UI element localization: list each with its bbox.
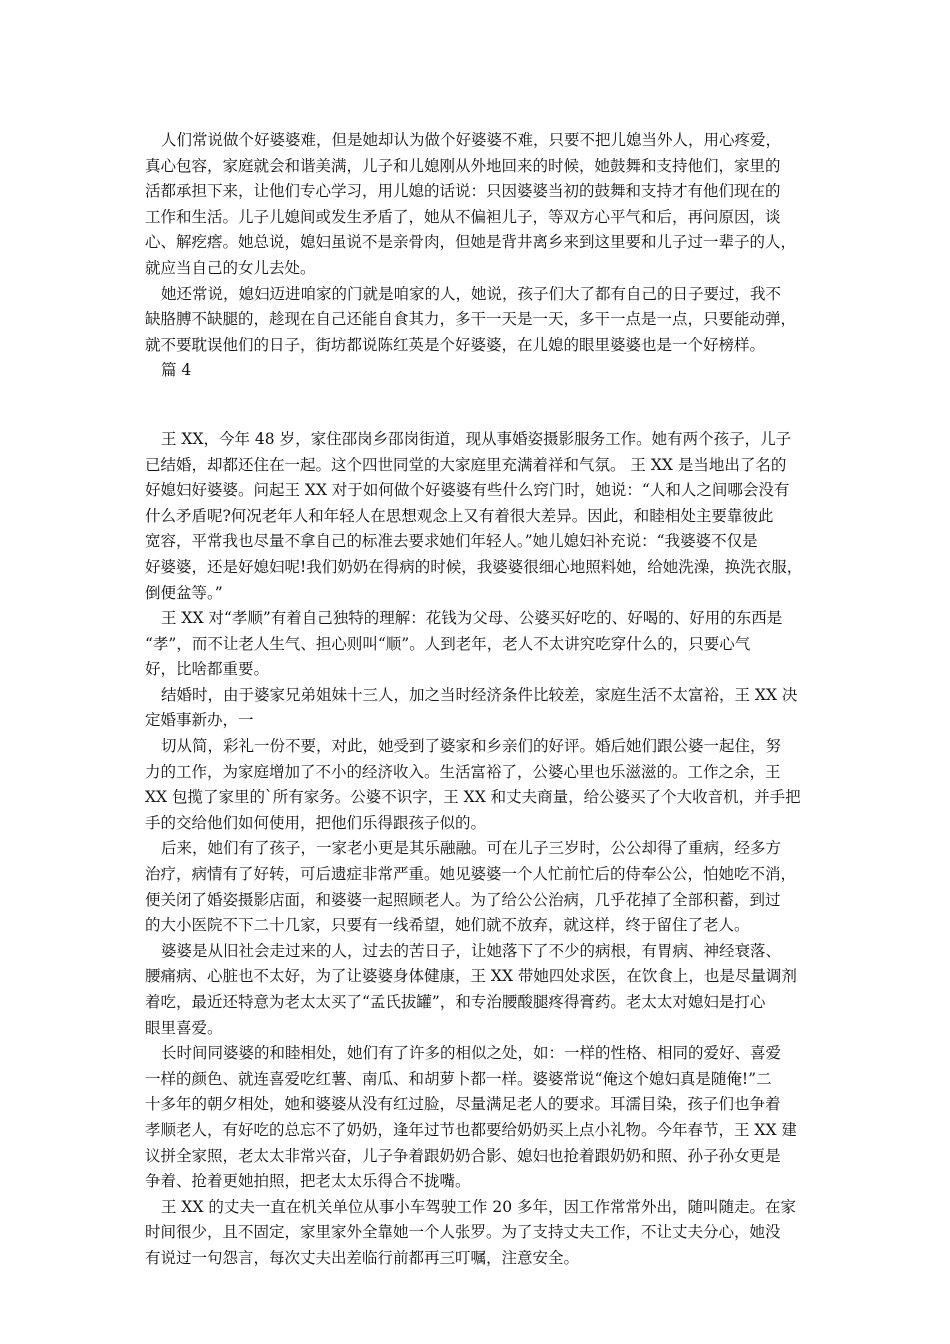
paragraph <box>145 734 813 836</box>
text-line: 宽容，平常我也尽量不拿自己的标准去要求她们年轻人。”她儿媳妇补充说：“我婆婆不仅是 <box>145 532 758 551</box>
paragraph <box>145 683 813 734</box>
text-line: 人们常说做个好婆婆难，但是她却认为做个好婆婆不难，只要不把儿媳当外人，用心疼爱， <box>161 131 782 149</box>
text-line: 一样的颜色、就连喜爱吃红薯、南瓜、和胡萝卜都一样。婆婆常说“俺这个媳妇真是随俺!”二 <box>145 1069 772 1088</box>
text-line: 时间很少，且不固定，家里家外全靠她一个人张罗。为了支持丈夫工作，不让丈夫分心，她没 <box>145 1223 781 1242</box>
paragraph <box>145 836 813 938</box>
paragraph <box>145 1041 813 1195</box>
text-line: 缺胳膊不缺腿的，趁现在自己还能自食其力，多干一天是一天，多干一点是一点，只要能动弹， <box>145 310 797 329</box>
text-line: 便关闭了婚姿摄影店面，和婆婆一起照顾老人。为了给公公治病，几乎花掉了全部积蓄，到过 <box>145 890 781 909</box>
paragraph <box>145 282 813 359</box>
text-line: 腰痛病、心脏也不太好，为了让婆婆身体健康，王 XX 带她四处求医，在饮食上，也是尽量调剂 <box>145 967 797 986</box>
text-line: 工作和生活。儿子儿媳间或发生矛盾了，她从不偏袒儿子，等双方心平气和后，再问原因，谈 <box>145 207 781 226</box>
text-line: 就不要耽误他们的日子，街坊都说陈红英是个好婆婆，在儿媳的眼里婆婆也是一个好榜样。 <box>145 335 766 354</box>
paragraph <box>145 606 813 683</box>
text-line: 的大小医院不下二十几家，只要有一线希望，她们就不放弃，就这样，终于留住了老人。 <box>145 916 750 935</box>
text-line: 议拼全家照，老太太非常兴奋，儿子争着跟奶奶合影、媳妇也抢着跟奶奶和照、孙子孙女更是 <box>145 1146 781 1165</box>
section-heading <box>145 358 813 384</box>
text-line: 眼里喜爱。 <box>145 1018 223 1037</box>
text-line: 王 XX，今年 48 岁，家住邵岗乡邵岗街道，现从事婚姿摄影服务工作。她有两个孩子，儿子 <box>161 429 792 448</box>
text-line: 手的交给他们如何使用，把他们乐得跟孩子似的。 <box>145 813 487 832</box>
text-line: 治疗，病情有了好转，可后遗症非常严重。她见婆婆一个人忙前忙后的侍奉公公，怕她吃不消， <box>145 865 797 884</box>
text-line: 长时间同婆婆的和睦相处，她们有了许多的相似之处，如：一样的性格、相同的爱好、喜爱 <box>161 1044 782 1063</box>
text-line: 有说过一句怨言，每次丈夫出差临行前都再三叮嘱，注意安全。 <box>145 1248 580 1267</box>
text-line: 活都承担下来，让他们专心学习，用儿媳的话说：只因婆婆当初的鼓舞和支持才有他们现在的 <box>145 182 781 201</box>
text-line: 后来，她们有了孩子，一家老小更是其乐融融。可在儿子三岁时，公公却得了重病，经多方 <box>161 839 782 858</box>
document-body <box>145 128 813 1272</box>
text-line: 什么矛盾呢?何况老年人和年轻人在思想观念上又有着很大差异。因此，和睦相处主要靠彼此 <box>145 506 774 525</box>
text-line: 十多年的朝夕相处，她和婆婆从没有红过脸，尽量满足老人的要求。耳濡目染，孩子们也争着 <box>145 1095 781 1114</box>
paragraph <box>145 128 813 282</box>
text-line: 就应当自己的女儿去处。 <box>145 258 316 277</box>
text-line: 着吃，最近还特意为老太太买了“孟氏拔罐”，和专治腰酸腿疼得膏药。老太太对媳妇是打心 <box>145 993 766 1011</box>
text-line: XX 包揽了家里的`所有家务。公婆不识字，王 XX 和丈夫商量，给公婆买了个大收音机，并手把 <box>145 788 801 807</box>
text-line: 争着、抢着更她拍照，把老太太乐得合不拢嘴。 <box>145 1172 471 1191</box>
text-line: 王 XX 的丈夫一直在机关单位从事小车驾驶工作 20 多年，因工作常常外出，随叫随走。在家 <box>161 1197 797 1216</box>
paragraph <box>145 1195 813 1272</box>
text-line: 心、解疙瘩。她总说，媳妇虽说不是亲骨肉，但她是背井离乡来到这里要和儿子过一辈子的人， <box>145 233 797 252</box>
text-line: 定婚事新办，一 <box>145 711 254 730</box>
text-line: 好婆婆，还是好媳妇呢!我们奶奶在得病的时候，我婆婆很细心地照料她，给她洗澡，换洗衣服， <box>145 557 803 576</box>
text-line: “孝”，而不让老人生气、担心则叫“顺”。人到老年，老人不太讲究吃穿什么的，只要心气 <box>145 634 751 653</box>
text-line: 力的工作，为家庭增加了不小的经济收入。生活富裕了，公婆心里也乐滋滋的。工作之余，王 <box>145 762 781 781</box>
paragraph <box>145 939 813 1041</box>
text-line: 孝顺老人，有好吃的总忘不了奶奶，逢年过节也都要给奶奶买上点小礼物。今年春节，王 XX 建 <box>145 1120 797 1139</box>
text-line: 好媳妇好婆婆。问起王 XX 对于如何做个好婆婆有些什么窍门时，她说：“人和人之间哪会没有 <box>145 481 790 500</box>
text-line: 切从简，彩礼一份不要，对此，她受到了婆家和乡亲们的好评。婚后她们跟公婆一起住，努 <box>161 737 782 756</box>
text-line: 王 XX 对“孝顺”有着自己独特的理解：花钱为父母、公婆买好吃的、好喝的、好用的东西是 <box>161 609 783 628</box>
text-line: 婆婆是从旧社会走过来的人，过去的苦日子，让她落下了不少的病根，有胃病、神经衰落、 <box>161 941 782 960</box>
text-line: 她还常说，媳妇迈进咱家的门就是咱家的人，她说，孩子们大了都有自己的日子要过，我不 <box>161 284 782 303</box>
text-line: 好，比啥都重要。 <box>145 660 270 679</box>
spacer <box>145 384 813 427</box>
heading-text: 篇 4 <box>161 361 192 380</box>
paragraph <box>145 427 813 606</box>
text-line: 倒便盆等。” <box>145 583 223 602</box>
text-line: 已结婚，却都还住在一起。这个四世同堂的大家庭里充满着祥和气氛。 王 XX 是当地出了名的 <box>145 455 787 474</box>
text-line: 真心包容，家庭就会和谐美满，儿子和儿媳刚从外地回来的时候，她鼓舞和支持他们，家里的 <box>145 156 781 175</box>
text-line: 结婚时，由于婆家兄弟姐妹十三人，加之当时经济条件比较差，家庭生活不太富裕，王 XX 决 <box>161 685 798 704</box>
